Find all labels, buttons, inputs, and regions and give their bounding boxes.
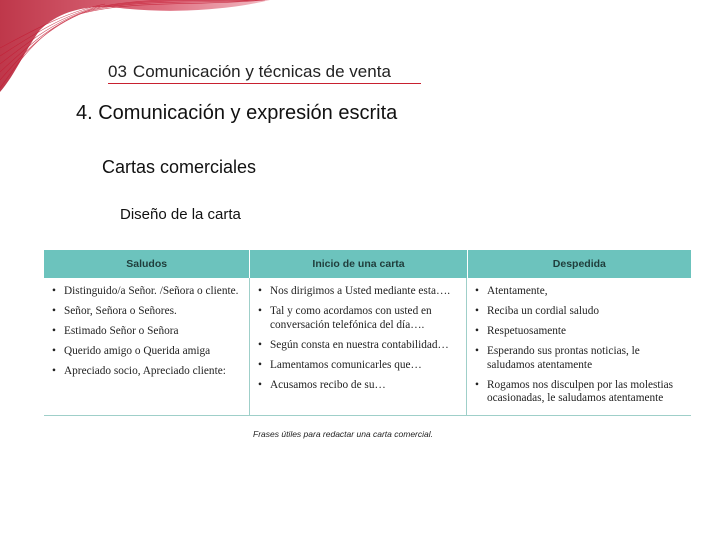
column-heading-despedida: Despedida bbox=[552, 258, 606, 270]
list-item: • Distinguido/a Señor. /Señora o cliente. bbox=[50, 285, 245, 299]
subsubsection-title: Diseño de la carta bbox=[120, 206, 241, 223]
chapter-title: Comunicación y técnicas de venta bbox=[132, 62, 391, 81]
list-item: • Reciba un cordial saludo bbox=[473, 305, 687, 319]
list-item: • Querido amigo o Querida amiga bbox=[50, 345, 245, 359]
column-despedida bbox=[467, 278, 691, 415]
chapter-number: 03 bbox=[108, 62, 127, 81]
list-item: • Lamentamos comunicarles que… bbox=[256, 359, 462, 373]
table-caption: Frases útiles para redactar una carta comercial. bbox=[253, 429, 433, 439]
list-item: • Acusamos recibo de su… bbox=[256, 379, 462, 393]
column-inicio bbox=[250, 278, 467, 415]
list-item: • Esperando sus prontas noticias, le saludamos atentamente bbox=[473, 345, 687, 372]
table-body bbox=[44, 278, 691, 415]
phrases-table bbox=[44, 250, 691, 416]
list-item: • Según consta en nuestra contabilidad… bbox=[256, 339, 462, 353]
list-item: • Estimado Señor o Señora bbox=[50, 325, 245, 339]
list-item: • Atentamente, bbox=[473, 285, 687, 299]
list-item: • Señor, Señora o Señores. bbox=[50, 305, 245, 319]
chapter-heading bbox=[108, 62, 421, 84]
list-item: • Rogamos nos disculpen por las molestias ocasionadas, le saludamos atentamente bbox=[473, 379, 687, 406]
table-header-row bbox=[44, 250, 691, 278]
subsection-title: Cartas comerciales bbox=[102, 157, 257, 177]
column-saludos bbox=[44, 278, 250, 415]
section-title: 4. Comunicación y expresión escrita bbox=[76, 102, 398, 124]
column-heading-inicio: Inicio de una carta bbox=[250, 250, 467, 278]
list-item: • Nos dirigimos a Usted mediante esta…. bbox=[256, 285, 462, 299]
list-item: • Respetuosamente bbox=[473, 325, 687, 339]
list-item: • Tal y como acordamos con usted en conversación telefónica del día…. bbox=[256, 305, 462, 332]
column-heading-saludos: Saludos bbox=[44, 250, 250, 278]
list-item: • Apreciado socio, Apreciado cliente: bbox=[50, 365, 245, 379]
